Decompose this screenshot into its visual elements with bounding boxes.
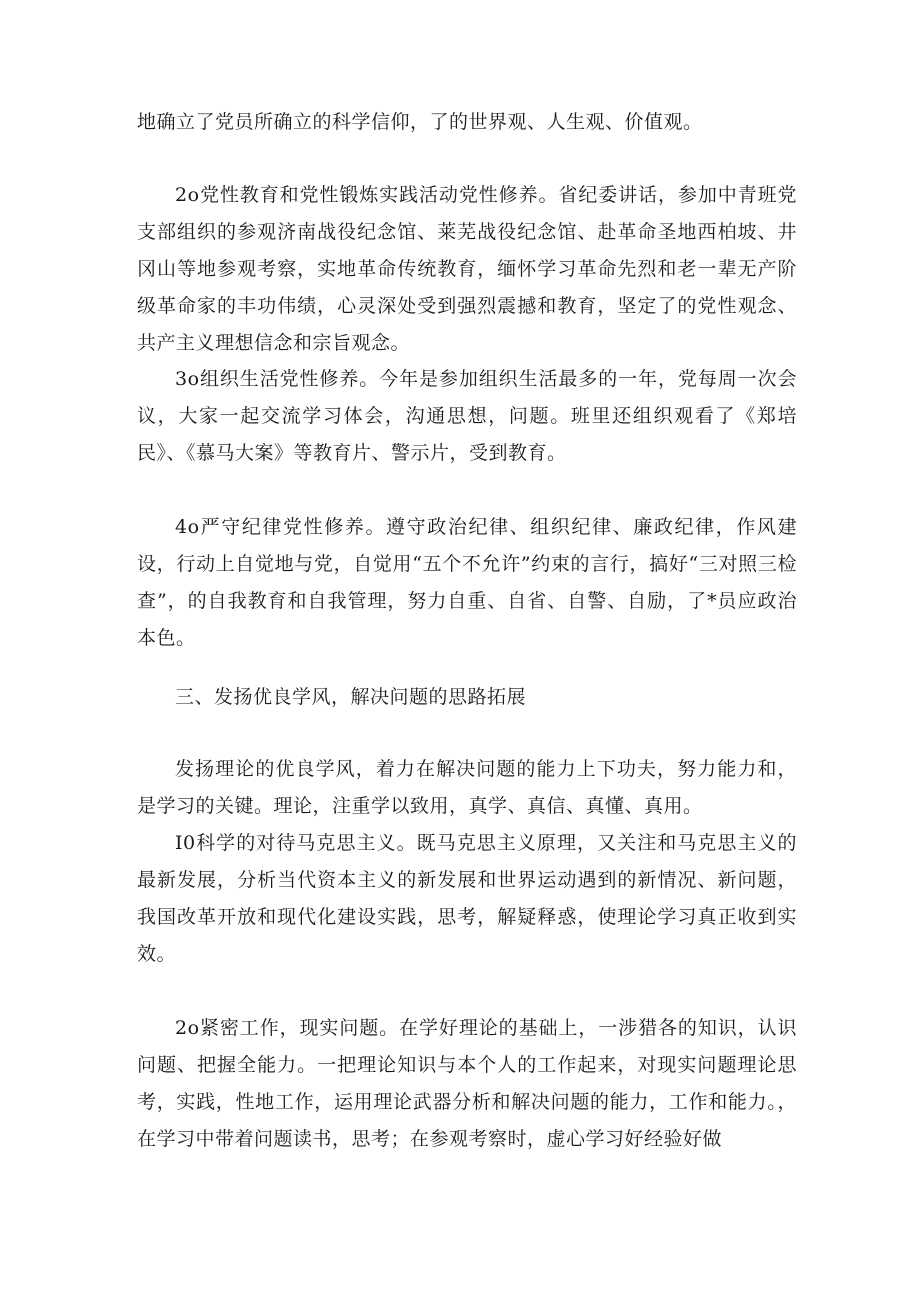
- paragraph-item-2-practical-work: 2o紧密工作，现实问题。在学好理论的基础上，一涉猎各的知识，认识问题、把握全能力。一把理论知识与本个人的工作起来，对现实问题理论思考，实践，性地工作，运用理论武器分析和解决问题的能力，工作和能力。，在学习中带着问题读书，思考；在参观考察时，虚心学习好经验好做: [137, 1017, 797, 1150]
- paragraph-item-2-party-education: 2o党性教育和党性锻炼实践活动党性修养。省纪委讲话，参加中青班党支部组织的参观济南战役纪念馆、莱芜战役纪念馆、赴革命圣地西柏坡、井冈山等地参观考察，实地革命传统教育，缅怀学习革命先烈和老一辈无产阶级革命家的丰功伟绩，心灵深处受到强烈震撼和教育，坚定了的党性观念、共产主义理想信念和宗旨观念。: [137, 184, 797, 354]
- paragraph-item-3-organization-life: 3o组织生活党性修养。今年是参加组织生活最多的一年，党每周一次会议，大家一起交流学习体会，沟通思想，问题。班里还组织观看了《郑培民》、《慕马大案》等教育片、警示片，受到教育。: [137, 368, 797, 464]
- paragraph-item-4-discipline: 4o严守纪律党性修养。遵守政治纪律、组织纪律、廉政纪律，作风建设，行动上自觉地与党，自觉用“五个不允许”约束的言行，搞好“三对照三检查”，的自我教育和自我管理，努力自重、自省、自警、自励，了*员应政治本色。: [137, 516, 797, 649]
- paragraph-study-style: 发扬理论的优良学风，着力在解决问题的能力上下功夫，努力能力和，是学习的关键。理论，注重学以致用，真学、真信、真懂、真用。: [137, 758, 797, 817]
- paragraph-item-1-marxism: I0科学的对待马克思主义。既马克思主义原理，又关注和马克思主义的最新发展，分析当代资本主义的新发展和世界运动遇到的新情况、新问题，我国改革开放和现代化建设实践，思考，解疑释惑，使理论学习真正收到实效。: [137, 832, 797, 965]
- section-heading-3: 三、发扬优良学风，解决问题的思路拓展: [175, 686, 527, 708]
- paragraph-continuation: 地确立了党员所确立的科学信仰，了的世界观、人生观、价值观。: [137, 111, 703, 133]
